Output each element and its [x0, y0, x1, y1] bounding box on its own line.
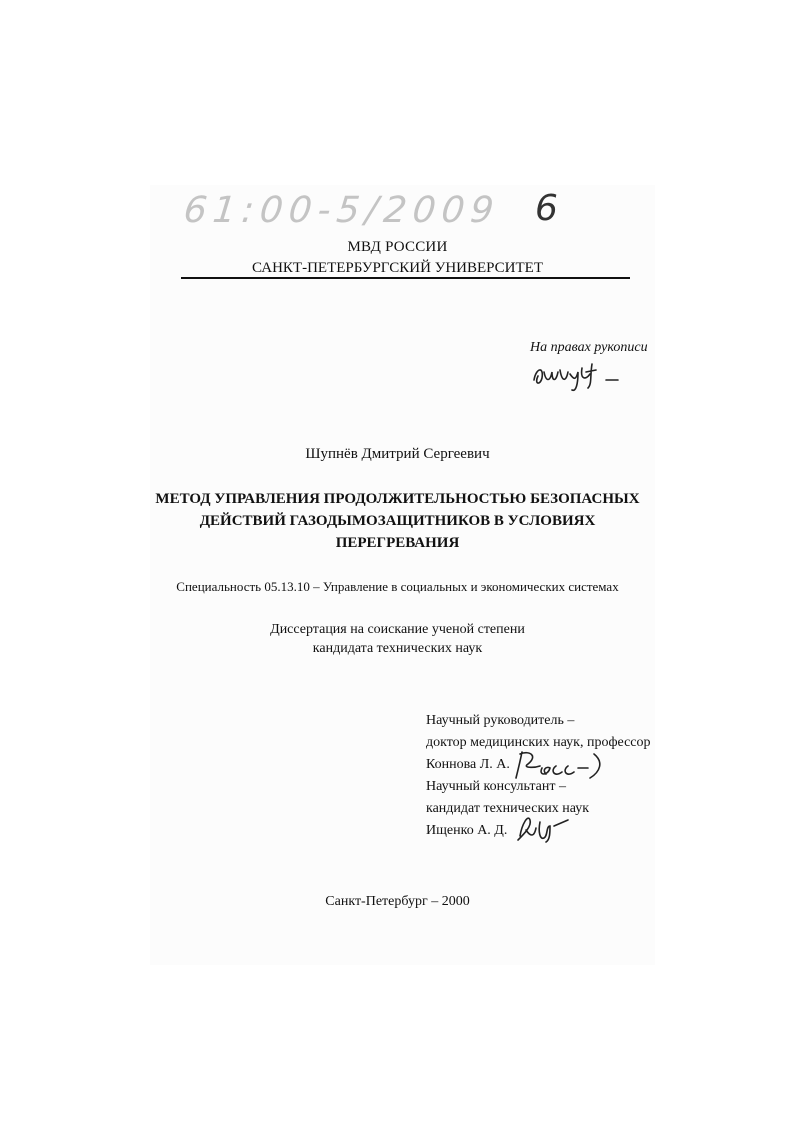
manuscript-note: На правах рукописи [530, 340, 648, 355]
archive-stamp-sheet: 6 [535, 188, 558, 229]
degree-line: Диссертация на соискание ученой степени [270, 622, 525, 637]
title-line: ДЕЙСТВИЙ ГАЗОДЫМОЗАЩИТНИКОВ В УСЛОВИЯХ [199, 513, 596, 529]
title-line: ПЕРЕГРЕВАНИЯ [335, 535, 460, 551]
consultant-role: Научный консультант – [426, 779, 566, 794]
dissertation-title [0, 488, 795, 554]
author-signature [530, 358, 620, 394]
supervisor-role: Научный руководитель – [426, 713, 575, 728]
supervisor-degree: доктор медицинских наук, профессор [426, 735, 651, 750]
archive-stamp-code: 61:00-5/2009 [181, 190, 502, 231]
consultant-degree: кандидат технических наук [426, 801, 590, 816]
place-and-year: Санкт-Петербург – 2000 [325, 894, 470, 909]
title-line: МЕТОД УПРАВЛЕНИЯ ПРОДОЛЖИТЕЛЬНОСТЬЮ БЕЗОПАСНЫХ [155, 491, 640, 507]
consultant-signature [510, 810, 580, 844]
specialty-line: Специальность 05.13.10 – Управление в социальных и экономических системах [176, 579, 619, 594]
header-divider [181, 277, 630, 279]
degree-statement [0, 620, 795, 658]
supervisor-name: Коннова Л. А. [426, 757, 510, 772]
supervisor-signature [512, 748, 604, 784]
degree-line: кандидата технических наук [312, 641, 483, 656]
university-name: САНКТ-ПЕТЕРБУРГСКИЙ УНИВЕРСИТЕТ [252, 260, 543, 276]
ministry-name: МВД РОССИИ [347, 239, 448, 255]
scan-background [150, 185, 655, 965]
author-name: Шупнёв Дмитрий Сергеевич [305, 446, 490, 462]
consultant-name: Ищенко А. Д. [426, 823, 508, 838]
